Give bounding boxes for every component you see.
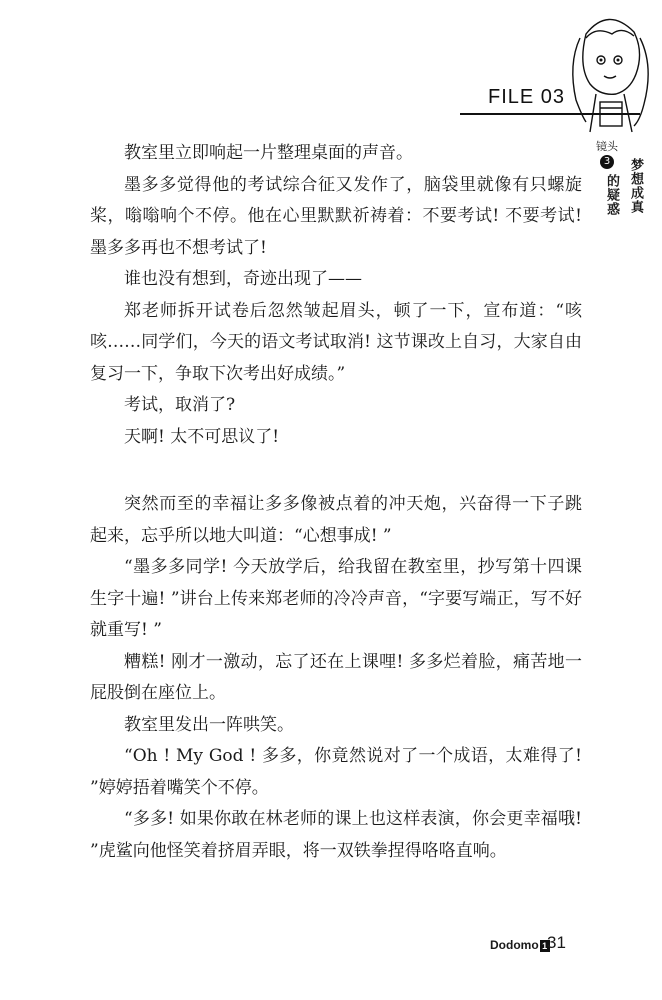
file-label: FILE 03 [488, 86, 566, 108]
paragraph: “Oh ! My God ! 多多，你竟然说对了一个成语，太难得了! ”婷婷捂着嘴笑个不停。 [90, 746, 582, 798]
paragraph: 考试，取消了? [124, 395, 236, 415]
chapter-title-column-1: 梦想成真 [628, 158, 643, 214]
paragraph: 教室里发出一阵哄笑。 [124, 714, 294, 735]
chapter-title-column-2: 的疑惑 [604, 174, 619, 216]
paragraph: 糟糕! 刚才一激动，忘了还在上课哩! 多多烂着脸，痛苦地一屁股倒在座位上。 [90, 651, 582, 703]
header-rule [460, 113, 640, 115]
footer-brand [490, 938, 550, 952]
chapter-label: 镜头 [596, 140, 618, 153]
paragraph: 谁也没有想到，奇迹出现了—— [124, 269, 362, 289]
body-text [90, 138, 582, 867]
paragraph: 天啊! 太不可思议了! [124, 426, 280, 447]
paragraph: 突然而至的幸福让多多像被点着的冲天炮，兴奋得一下子跳起来，忘乎所以地大叫道：“心想事成! ” [90, 494, 582, 546]
page-number: 31 [547, 933, 566, 952]
paragraph: 墨多多觉得他的考试综合征又发作了，脑袋里就像有只螺旋桨，嗡嗡响个不停。他在心里默默祈祷着：不要考试! 不要考试! 墨多多再也不想考试了! [90, 174, 582, 258]
paragraph: 郑老师拆开试卷后忽然皱起眉头，顿了一下，宣布道：“咳咳……同学们，今天的语文考试取消! 这节课改上自习，大家自由复习一下，争取下次考出好成绩。” [90, 300, 582, 384]
paragraph: “多多! 如果你敢在林老师的课上也这样表演，你会更幸福哦! ”虎鲨向他怪笑着挤眉弄眼，将一双铁拳捏得咯咯直响。 [90, 809, 582, 861]
paragraph: 教室里立即响起一片整理桌面的声音。 [124, 143, 413, 163]
chapter-number-badge: 3 [600, 155, 614, 169]
paragraph: “墨多多同学! 今天放学后，给我留在教室里，抄写第十四课生字十遍! ”讲台上传来郑老师的冷冷声音，“字要写端正，写不好就重写! ” [90, 557, 582, 640]
brand-mark: 1 [540, 940, 550, 952]
section-break [90, 453, 582, 489]
brand-name: Dodomo [490, 938, 539, 952]
